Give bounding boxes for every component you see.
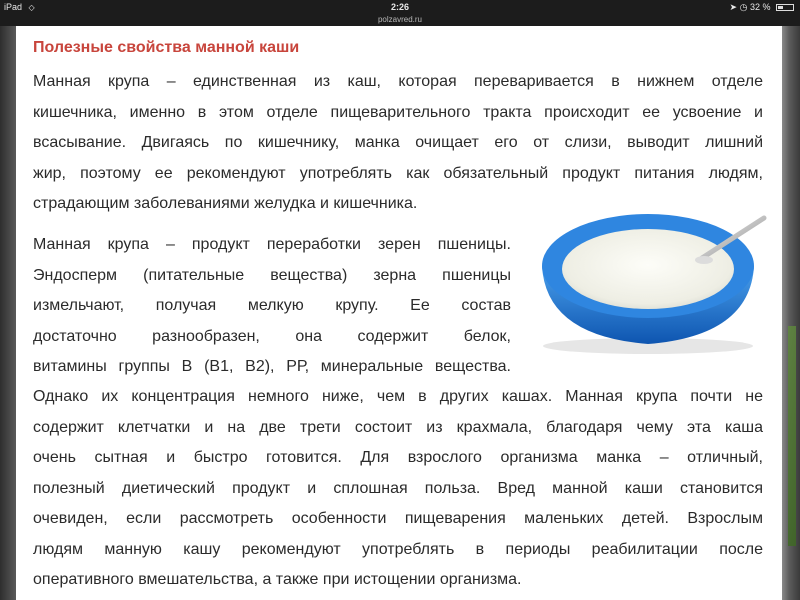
text-line: Манная крупа – продукт переработки зерен пшеницы. <box>33 236 511 253</box>
right-edge <box>782 26 800 600</box>
paragraph-3 <box>33 382 763 596</box>
wifi-icon: ◇ <box>28 3 35 12</box>
semolina-bowl-image <box>526 196 776 356</box>
left-edge <box>0 26 16 600</box>
alarm-icon: ◷ <box>739 2 748 12</box>
location-icon: ➤ <box>729 2 738 12</box>
battery-percent: 32 % <box>749 2 771 12</box>
text-line: измельчают, получая мелкую крупу. Ее состав <box>33 297 511 314</box>
article-title: Полезные свойства манной каши <box>33 39 300 56</box>
text-line: страдающим заболеваниями желудка и кишечника. <box>33 195 418 212</box>
battery-icon <box>776 4 794 11</box>
paragraph-2 <box>33 230 511 383</box>
status-right <box>730 0 794 14</box>
text-line: жир, поэтому ее рекомендуют употреблять как обязательный продукт питания людям, <box>33 164 763 182</box>
text-line: полезный диетический продукт и сплошная польза. Вред манной каши становится <box>33 479 763 497</box>
address-bar[interactable] <box>0 14 800 26</box>
text-line: всасывание. Двигаясь по кишечнику, манка очищает его от слизи, выводит лишний <box>33 134 763 151</box>
text-line: Однако их концентрация немного ниже, чем в других кашах. Манная крупа почти не <box>33 388 763 405</box>
text-line: кишечника, именно в этом отделе пищеварительного тракта происходит ее усвоение и <box>33 103 763 121</box>
status-bar <box>0 0 800 14</box>
article-page <box>16 26 782 600</box>
status-time: 2:26 <box>390 2 409 12</box>
text-line: очевиден, если рассмотреть особенности пищеварения маленьких детей. Взрослым <box>33 510 763 527</box>
text-line: Манная крупа – единственная из каш, которая переваривается в нижнем отделе <box>33 73 763 90</box>
text-line: витамины группы В (В1, В2), РР, минеральные вещества. <box>33 358 511 375</box>
text-line: оперативного вмешательства, а также при истощении организма. <box>33 571 522 588</box>
text-line: очень сытная и быстро готовится. Для взрослого организма манка – отличный, <box>33 449 763 466</box>
url-text[interactable]: polzavred.ru <box>377 15 423 24</box>
text-line: Эндосперм (питательные вещества) зерна пшеницы <box>33 266 511 284</box>
text-line: достаточно разнообразен, она содержит белок, <box>33 327 511 345</box>
device-name: iPad <box>4 2 23 12</box>
text-line: людям манную кашу рекомендуют употреблять в периоды реабилитации после <box>33 540 763 558</box>
text-line: содержит клетчатки и на две трети состоит из крахмала, благодаря чему эта каша <box>33 418 763 436</box>
